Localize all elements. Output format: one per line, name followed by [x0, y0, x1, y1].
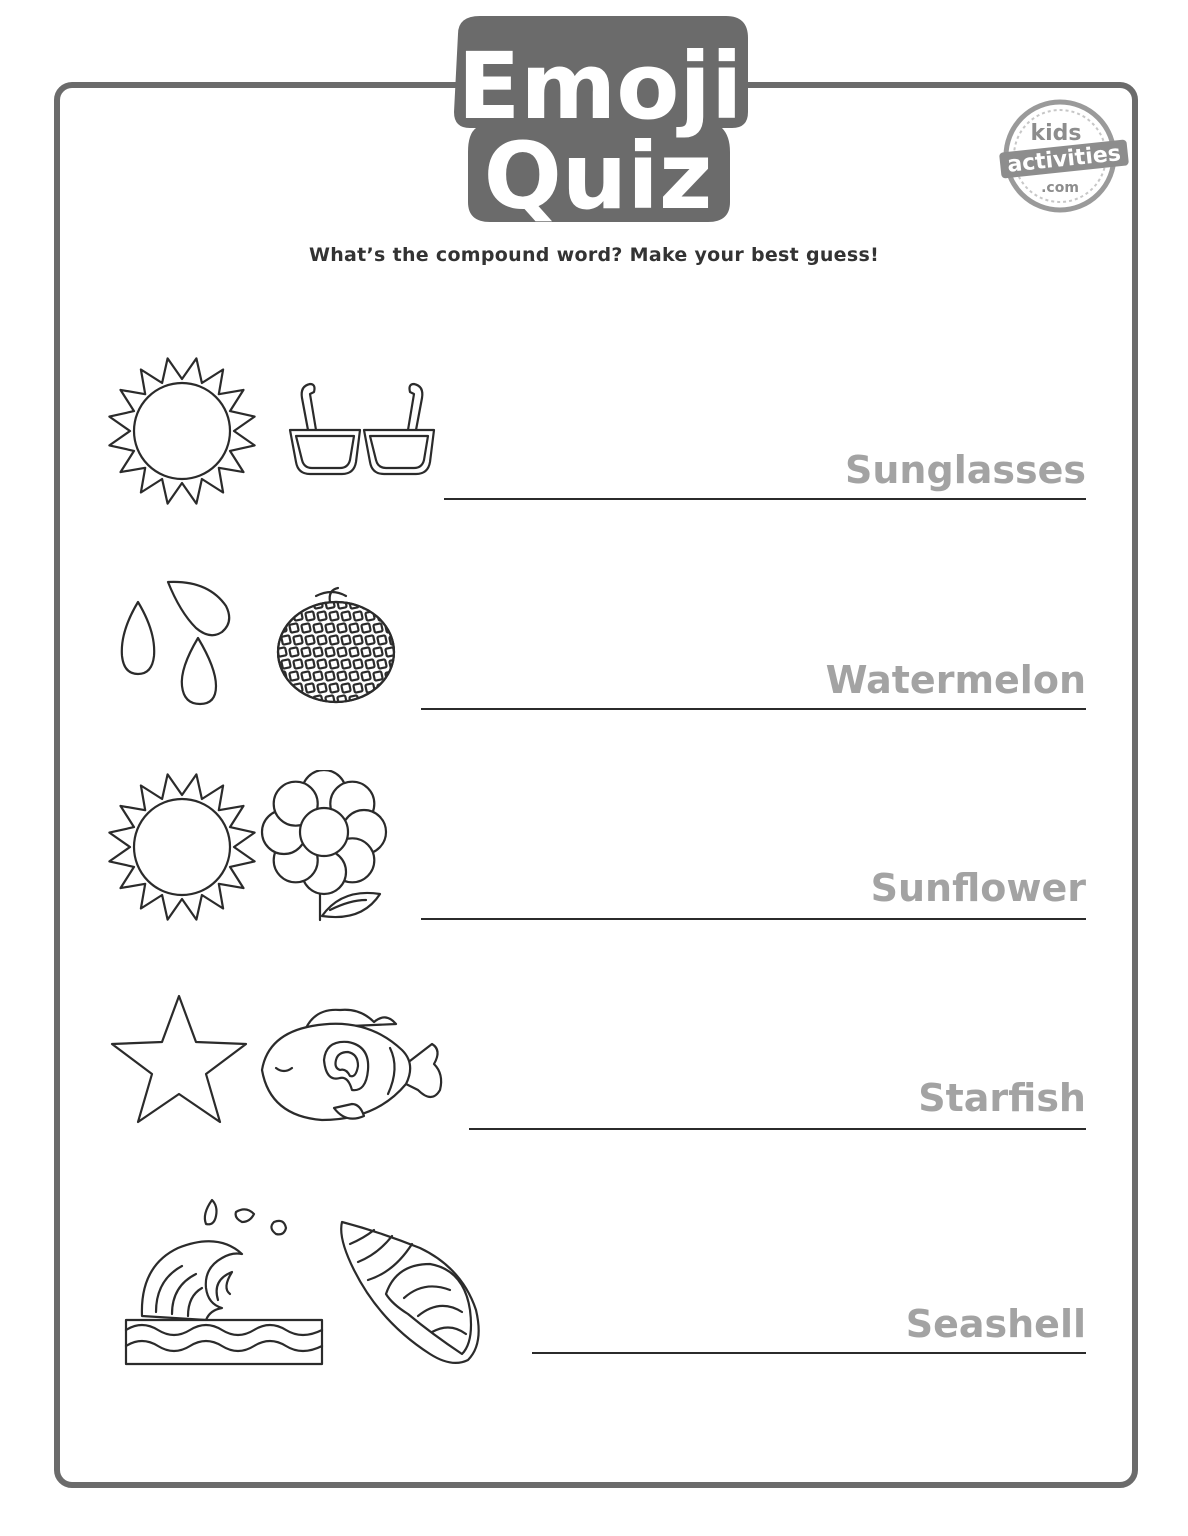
- star-icon: [108, 992, 250, 1132]
- answer-text: Seashell: [905, 1302, 1086, 1346]
- sun-icon: [104, 770, 260, 928]
- answer-text: Watermelon: [825, 658, 1086, 702]
- fish-icon: [256, 1004, 446, 1138]
- answer-line[interactable]: [421, 708, 1086, 710]
- answer-line[interactable]: [469, 1128, 1086, 1130]
- kids-activities-logo: [996, 96, 1132, 220]
- sunglasses-icon: [284, 380, 440, 484]
- answer-text: Sunflower: [870, 866, 1086, 910]
- question-row-1: [0, 350, 1188, 510]
- title-badge: [440, 12, 752, 226]
- answer-line[interactable]: [421, 918, 1086, 920]
- title-line1: Emoji: [457, 33, 743, 140]
- answer-line[interactable]: [532, 1352, 1086, 1354]
- answer-line[interactable]: [444, 498, 1086, 500]
- question-row-4: [0, 990, 1188, 1150]
- shell-icon: [334, 1214, 484, 1374]
- melon-icon: [272, 584, 402, 708]
- water-drops-icon: [116, 576, 256, 712]
- answer-text: Starfish: [918, 1076, 1086, 1120]
- instruction-text: What’s the compound word? Make your best guess!: [308, 244, 880, 266]
- sun-icon: [104, 354, 260, 512]
- wave-icon: [122, 1196, 326, 1374]
- logo-word-kids: kids: [1030, 121, 1082, 146]
- flower-icon: [258, 770, 390, 928]
- logo-word-com: .com: [1041, 180, 1079, 196]
- answer-text: Sunglasses: [845, 448, 1086, 492]
- question-row-3: [0, 766, 1188, 926]
- question-row-5: [0, 1196, 1188, 1376]
- title-line2: Quiz: [483, 123, 713, 226]
- logo-word-activities: activities: [1006, 141, 1122, 178]
- question-row-2: [0, 570, 1188, 720]
